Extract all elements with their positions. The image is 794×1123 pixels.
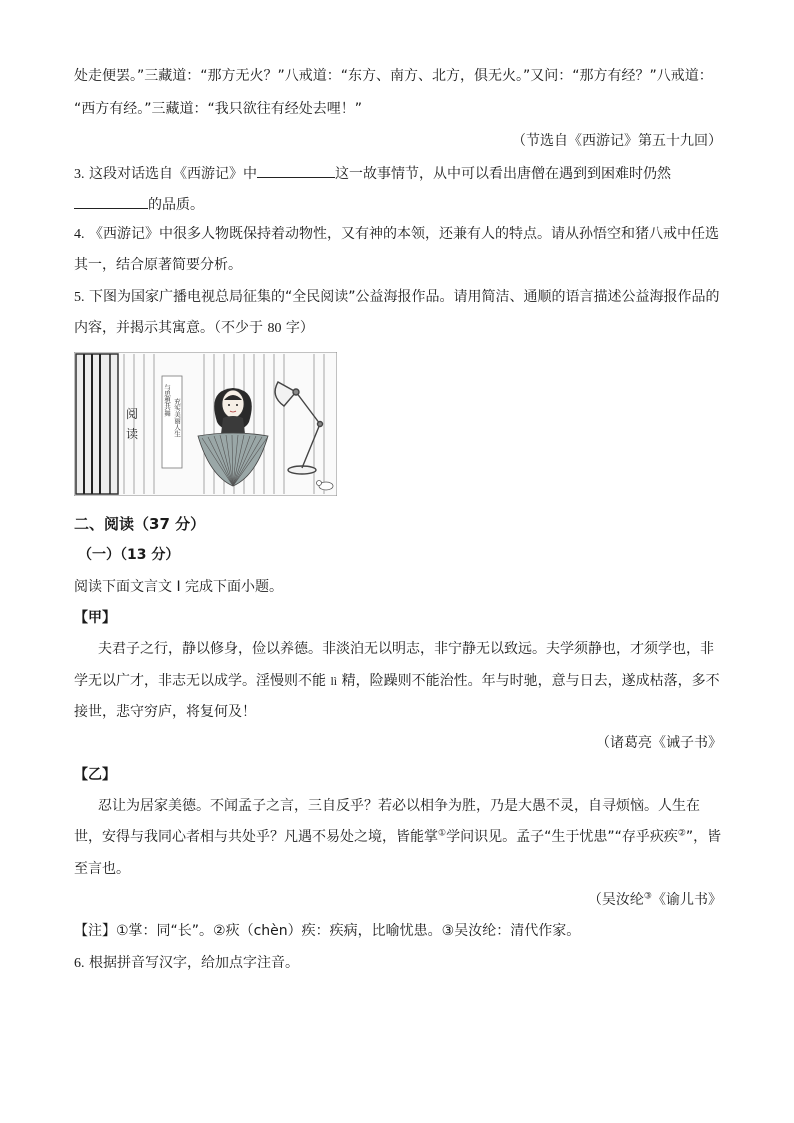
- answer-blank-1[interactable]: [257, 162, 335, 178]
- section-instruction: 阅读下面文言文 I 完成下面小题。: [74, 579, 284, 595]
- poster-word-2: 读: [126, 427, 139, 441]
- question-3-number: 3.: [74, 167, 85, 182]
- yi-line-2-c: ”，皆: [685, 829, 722, 845]
- jia-line-3: 接世，悲守穷庐，将复何及！: [74, 704, 256, 720]
- jia-line-2: [74, 671, 722, 691]
- jia-line-2-a: 学无以广才，非志无以成学。淫慢则不能: [74, 673, 331, 689]
- question-3-text-a: 这段对话选自《西游记》中: [88, 166, 257, 182]
- question-6-text: 根据拼音写汉字，给加点字注音。: [88, 955, 299, 971]
- footnote-marker-1: ①: [438, 828, 447, 839]
- yi-source: [74, 890, 722, 910]
- question-5-word-count: 80: [267, 321, 282, 336]
- question-5-text-b: 内容，并揭示其寓意。（不少于: [74, 320, 268, 336]
- yi-source-a: （吴汝纶: [587, 892, 644, 908]
- footnotes: 【注】①掌：同“长”。②疢（chèn）疾：疾病，比喻忧患。③吴汝纶：清代作家。: [74, 923, 581, 939]
- question-5-line-1: [74, 287, 722, 308]
- yi-line-2: [74, 827, 722, 847]
- question-4-line-2: 其一，结合原著简要分析。: [74, 257, 242, 273]
- passage-jia-label: 【甲】: [74, 610, 116, 626]
- question-4-line-1: [74, 224, 722, 245]
- jia-line-2-b: 精，险躁则不能治性。年与时驰，意与日去，遂成枯落，多不: [337, 673, 720, 689]
- bound-book-icon: [76, 354, 118, 494]
- question-5-line-2: [74, 318, 722, 339]
- question-4-text-a: 《西游记》中很多人物既保持着动物性，又有神的本领，还兼有人的特点。请从孙悟空和猪八戒中任选: [88, 226, 719, 242]
- answer-blank-2[interactable]: [74, 193, 148, 209]
- jia-source: （诸葛亮《诫子书》: [596, 735, 722, 751]
- question-4-number: 4.: [74, 227, 85, 242]
- section-2-heading: 二、阅读（37 分）: [74, 515, 206, 533]
- question-3-text-b: 这一故事情节，从中可以看出唐僧在遇到到困难时仍然: [334, 166, 671, 182]
- footnote-marker-3: ③: [643, 891, 652, 902]
- footnote-marker-2: ②: [677, 828, 686, 839]
- jia-line-1: 夫君子之行，静以修身，俭以养德。非淡泊无以明志，非宁静无以致远。夫学须静也，才须学也，非: [98, 641, 714, 657]
- poster-word-1: 阅: [126, 407, 139, 421]
- yi-line-2-a: 世，安得与我同心者相与共处乎？凡遇不易处之境，皆能掌: [74, 829, 438, 845]
- poster-slogan-col-1: 与思想共舞: [163, 384, 171, 417]
- question-5-number: 5.: [74, 290, 85, 305]
- yi-source-b: 《谕儿书》: [652, 892, 722, 908]
- poster-slogan-col-2: 充实美丽人生: [173, 398, 181, 437]
- reading-poster-image: [74, 352, 337, 496]
- question-3-line-1: [74, 162, 722, 185]
- passage-line-2: “西方有经。”三藏道：“我只欲往有经处去哩！”: [74, 101, 363, 117]
- question-3-text-c: 的品质。: [148, 197, 204, 213]
- yi-line-2-b: 学问识见。孟子“生于忧患”“存乎疢疾: [446, 829, 678, 845]
- question-6: [74, 953, 722, 974]
- jia-pinyin: lì: [330, 674, 338, 688]
- subsection-1-heading: （一）（13 分）: [78, 547, 180, 563]
- passage-yi-label: 【乙】: [74, 767, 116, 783]
- question-6-number: 6.: [74, 956, 85, 971]
- question-3-line-2: [74, 193, 722, 215]
- yi-line-3: 至言也。: [74, 861, 130, 877]
- question-5-text-c: 字）: [281, 320, 314, 336]
- passage-source: （节选自《西游记》第五十九回）: [512, 133, 722, 149]
- yi-line-1: 忍让为居家美德。不闻孟子之言，三自反乎？若必以相争为胜，乃是大愚不灵，自寻烦恼。人生在: [98, 798, 700, 814]
- passage-line-1: 处走便罢。”三藏道：“那方无火？”八戒道：“东方、南方、北方，俱无火。”又问：“那方有经？”八戒道：: [74, 68, 713, 84]
- question-5-text-a: 下图为国家广播电视总局征集的“全民阅读”公益海报作品。请用简洁、通顺的语言描述公益海报作品的: [88, 289, 720, 305]
